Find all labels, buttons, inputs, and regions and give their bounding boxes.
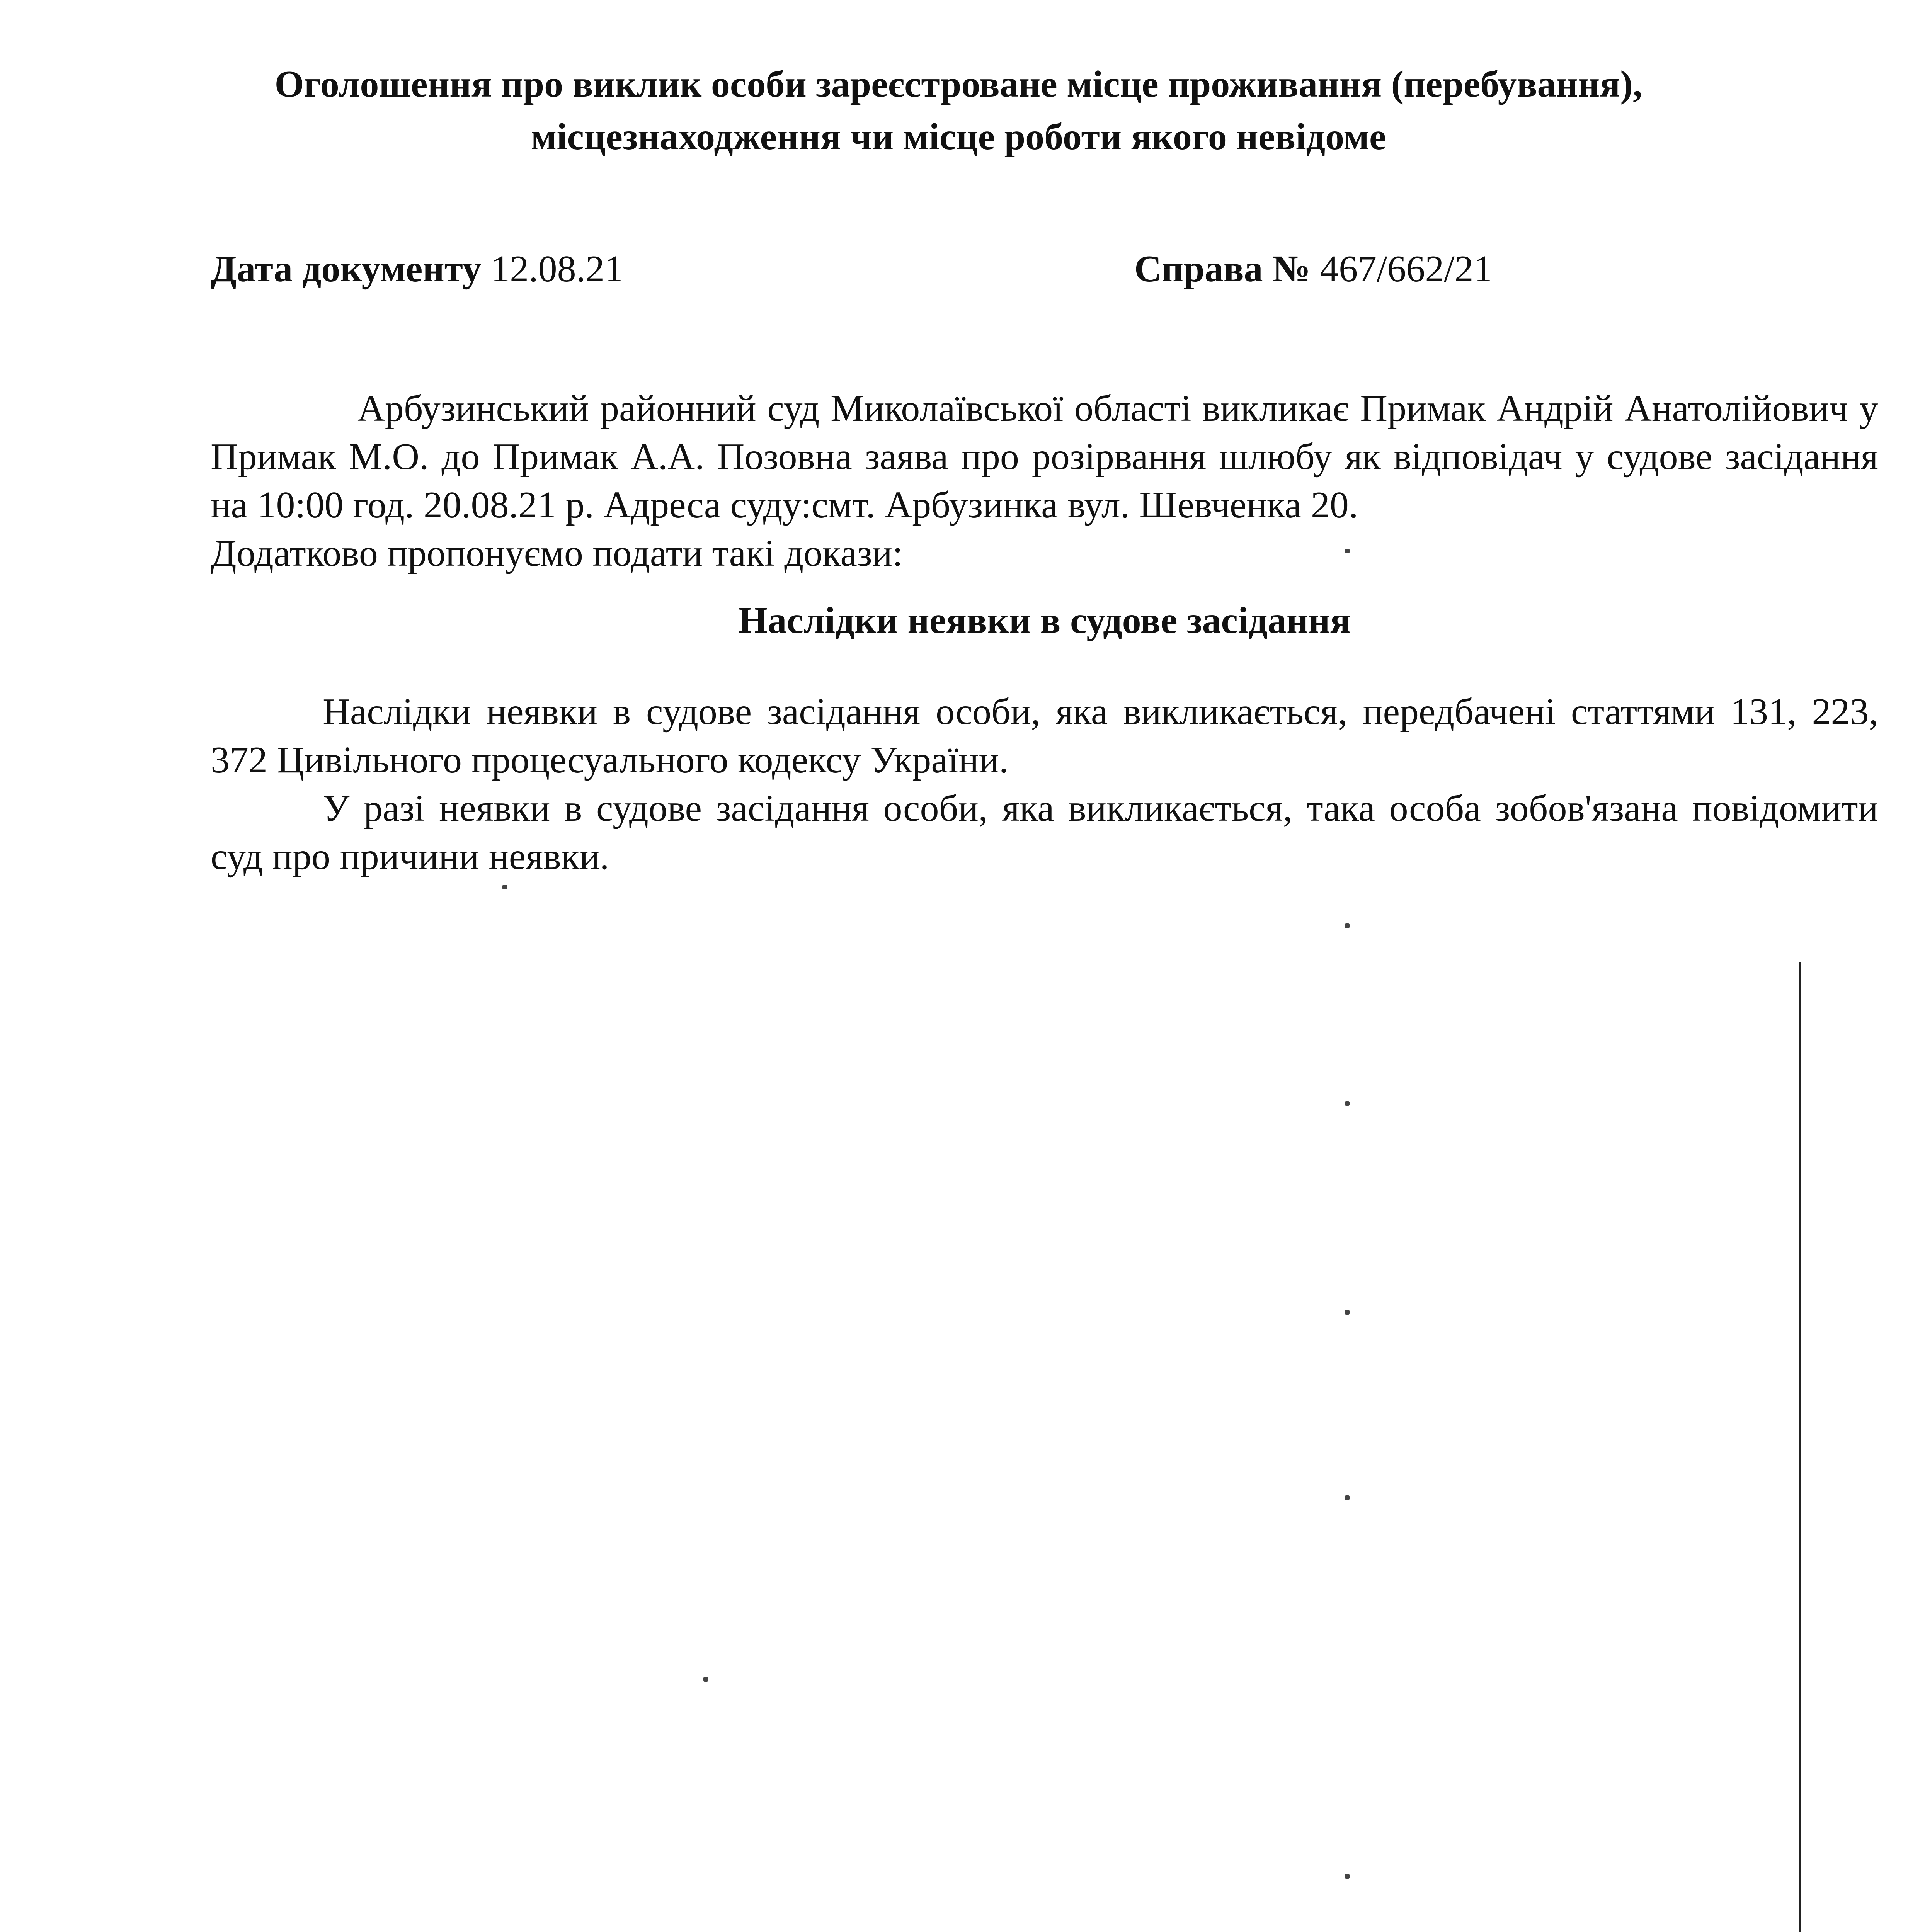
document-title <box>193 58 1724 163</box>
scan-speck <box>1345 1495 1350 1500</box>
date-value: 12.08.21 <box>491 248 624 290</box>
consequences-body <box>211 688 1878 881</box>
title-line-2: місцезнаходження чи місце роботи якого невідоме <box>531 116 1386 158</box>
scan-speck <box>1345 1310 1350 1315</box>
consequences-paragraph-2: У разі неявки в судове засідання особи, яка викликається, така особа зобов'язана повідомити суд про причини неявки. <box>211 787 1878 878</box>
case-number <box>1134 247 1493 291</box>
scan-speck <box>1345 1874 1350 1879</box>
summons-paragraph: Арбузинський районний суд Миколаївської області викликає Примак Андрій Анатолійович у Примак М.О. до Примак А.А. Позовна заява про розірвання шлюбу як відповідач у судове засідання на 10:00 год. 20.08.21 р. Адреса суду:смт. Арбузинка вул. Шевченка 20. <box>211 388 1878 526</box>
scan-speck <box>703 1677 708 1682</box>
scan-speck <box>1345 1101 1350 1106</box>
consequences-paragraph-1: Наслідки неявки в судове засідання особи, яка викликається, передбачені статтями 131, 223, 372 Цивільного процесуального кодексу України. <box>211 691 1878 781</box>
scan-speck <box>502 885 507 889</box>
date-label: Дата документу <box>211 248 482 290</box>
title-line-1: Оголошення про виклик особи зареєстроване місце проживання (перебування), <box>274 63 1642 105</box>
case-label: Справа № <box>1134 248 1311 290</box>
consequences-heading: Наслідки неявки в судове засідання <box>738 600 1351 641</box>
case-value: 467/662/21 <box>1320 248 1493 290</box>
evidence-paragraph: Додатково пропонуємо подати такі докази: <box>211 532 903 574</box>
summons-body <box>211 384 1878 578</box>
document-date <box>211 247 623 291</box>
scan-speck <box>1345 549 1350 553</box>
scan-speck <box>1345 923 1350 928</box>
scan-edge-line <box>1799 962 1801 1932</box>
